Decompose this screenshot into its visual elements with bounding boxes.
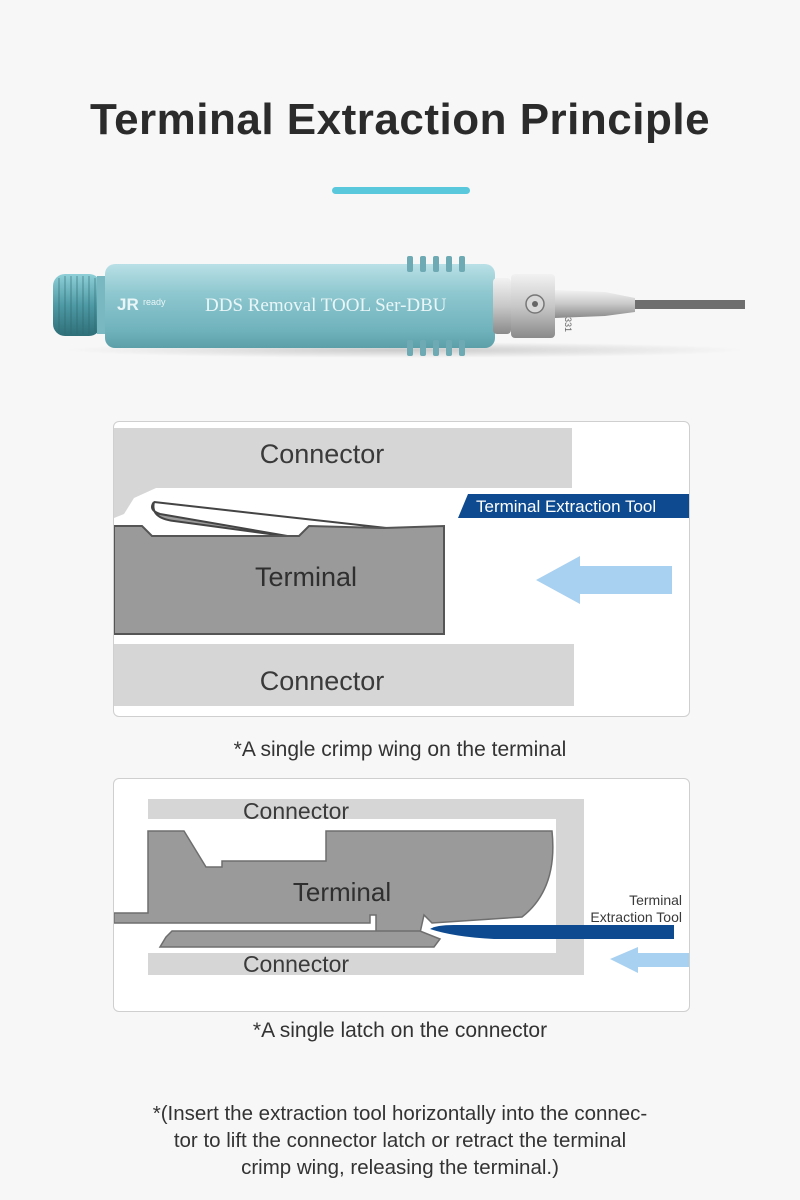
tool-brand-sub: ready [143, 297, 166, 307]
tool-label: DDS Removal TOOL Ser-DBU [205, 295, 447, 316]
connector-top-label: Connector [259, 439, 385, 469]
terminal-label: Terminal [254, 562, 358, 592]
insert-direction-arrow-icon [536, 556, 672, 604]
title-accent-bar [332, 187, 470, 194]
note-line: tor to lift the connector latch or retract the terminal [173, 1129, 627, 1152]
connector-top-label: Connector [242, 798, 350, 824]
removal-tool-image [45, 250, 755, 360]
connector-bottom-block [148, 953, 584, 975]
tool-blade [555, 290, 635, 318]
diagram1-caption: *A single crimp wing on the terminal [233, 738, 567, 761]
diagram2-caption: *A single latch on the connector [252, 1019, 548, 1042]
tool-nose [493, 278, 511, 334]
extraction-tool-label-line2: Extraction Tool [590, 909, 682, 925]
note-line: crimp wing, releasing the terminal.) [241, 1156, 559, 1179]
connector-latch [160, 931, 440, 947]
crimp-wing [152, 502, 299, 538]
note-line: *(Insert the extraction tool horizontally into the connec- [152, 1102, 648, 1125]
tool-tip [635, 300, 745, 309]
connector-bottom-label: Connector [259, 666, 385, 696]
connector-bottom-label: Connector [242, 951, 350, 977]
extraction-tool-label: Terminal Extraction Tool [476, 497, 657, 516]
diagram-connector-latch [113, 778, 690, 1012]
page-title: Terminal Extraction Principle [89, 95, 711, 144]
tool-brand-logo: JR [117, 295, 139, 314]
insert-direction-arrow-icon [610, 947, 689, 973]
terminal-label: Terminal [292, 877, 392, 907]
instruction-note [0, 1100, 800, 1181]
connector-right-wall [556, 799, 584, 971]
diagram-crimp-wing [113, 421, 690, 717]
extraction-tool [430, 925, 674, 939]
connector-top-block [148, 799, 584, 819]
extraction-tool-label-line1: Terminal [629, 892, 682, 908]
